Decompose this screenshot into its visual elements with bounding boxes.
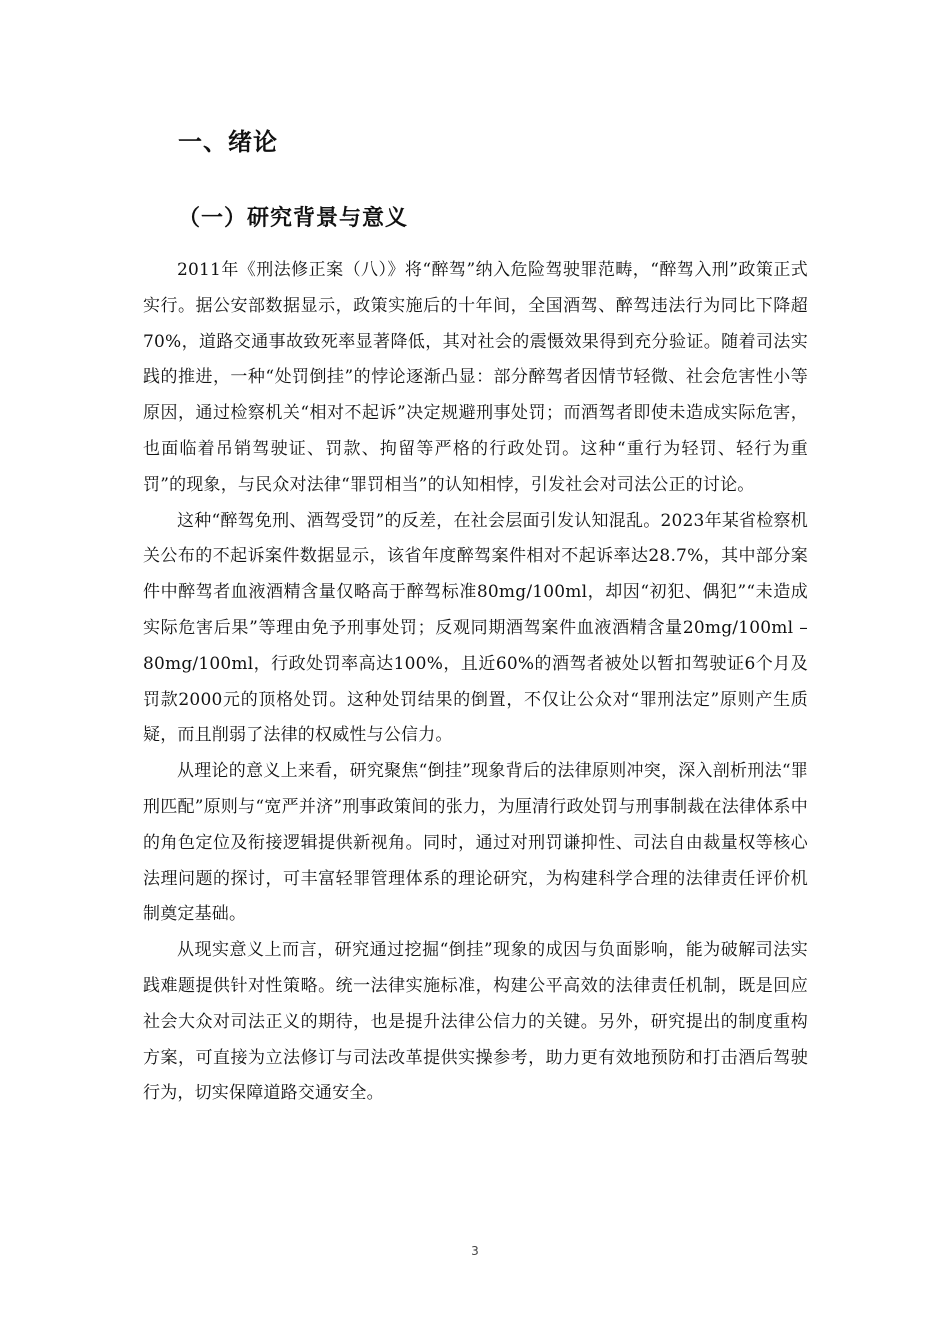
body-text (143, 253, 808, 1112)
section-heading: （一）研究背景与意义 (178, 206, 409, 231)
paragraph-3: 从理论的意义上来看，研究聚焦“倒挂”现象背后的法律原则冲突，深入剖析刑法“罪刑匹配”原则与“宽严并济”刑事政策间的张力，为厘清行政处罚与刑事制裁在法律体系中的角色定位及衔接逻辑提供新视角。同时，通过对刑罚谦抑性、司法自由裁量权等核心法理问题的探讨，可丰富轻罪管理体系的理论研究，为构建科学合理的法律责任评价机制奠定基础。 (143, 761, 808, 925)
paragraph-2: 这种“醉驾免刑、酒驾受罚”的反差，在社会层面引发认知混乱。2023年某省检察机关公布的不起诉案件数据显示，该省年度醉驾案件相对不起诉率达28.7%，其中部分案件中醉驾者血液酒精含量仅略高于醉驾标准80mg/100ml，却因“初犯、偶犯”“未造成实际危害后果”等理由免予刑事处罚；反观同期酒驾案件血液酒精含量20mg/100ml – 80mg/100ml，行政处罚率高达100%，且近60%的酒驾者被处以暂扣驾驶证6个月及罚款2000元的顶格处罚。这种处罚结果的倒置，不仅让公众对“罪刑法定”原则产生质疑，而且削弱了法律的权威性与公信力。 (143, 510, 808, 746)
paragraph-1: 2011年《刑法修正案（八）》将“醉驾”纳入危险驾驶罪范畴，“醉驾入刑”政策正式实行。据公安部数据显示，政策实施后的十年间，全国酒驾、醉驾违法行为同比下降超70%，道路交通事故致死率显著降低，其对社会的震慑效果得到充分验证。随着司法实践的推进，一种“处罚倒挂”的悖论逐渐凸显：部分醉驾者因情节轻微、社会危害性小等原因，通过检察机关“相对不起诉”决定规避刑事处罚；而酒驾者即使未造成实际危害，也面临着吊销驾驶证、罚款、拘留等严格的行政处罚。这种“重行为轻罚、轻行为重罚”的现象，与民众对法律“罪罚相当”的认知相悖，引发社会对司法公正的讨论。 (143, 260, 808, 495)
page-number: 3 (471, 1244, 479, 1258)
chapter-heading: 一、绪论 (178, 128, 278, 156)
paragraph-4: 从现实意义上而言，研究通过挖掘“倒挂”现象的成因与负面影响，能为破解司法实践难题提供针对性策略。统一法律实施标准，构建公平高效的法律责任机制，既是回应社会大众对司法正义的期待，也是提升法律公信力的关键。另外，研究提出的制度重构方案，可直接为立法修订与司法改革提供实操参考，助力更有效地预防和打击酒后驾驶行为，切实保障道路交通安全。 (143, 940, 808, 1104)
